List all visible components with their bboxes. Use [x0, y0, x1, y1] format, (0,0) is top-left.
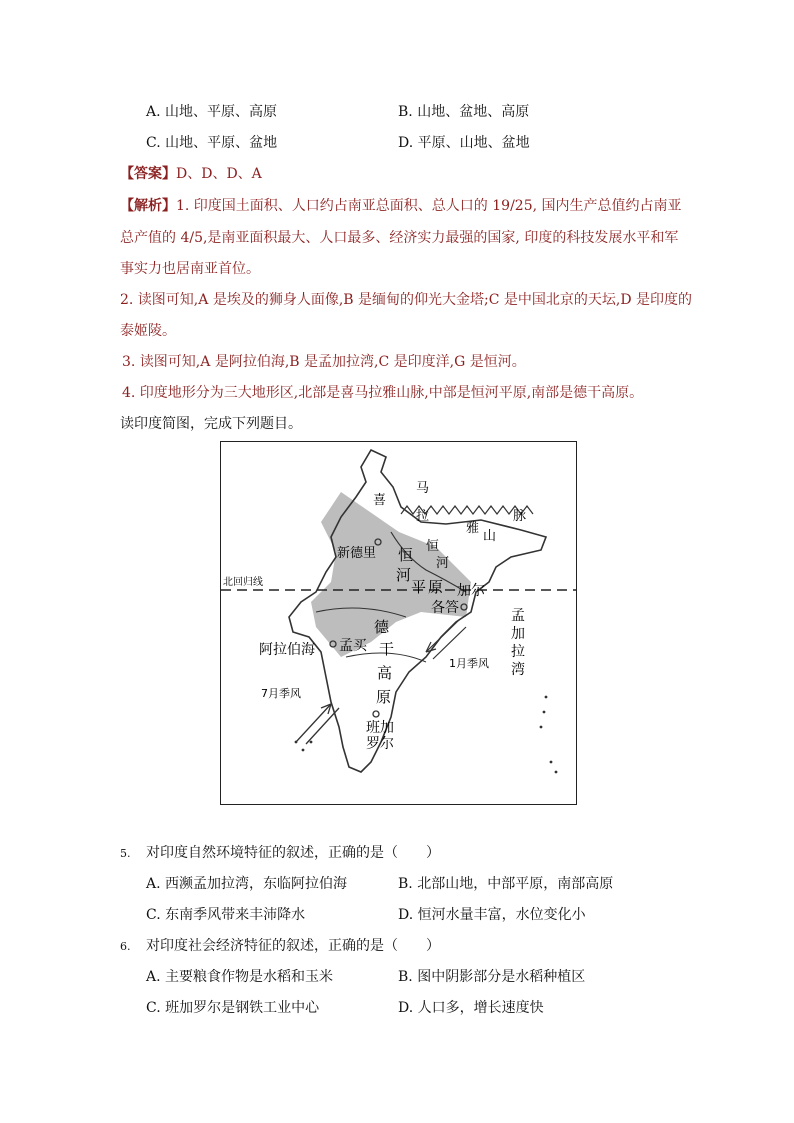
bangalore-label-1: 班加 [366, 720, 394, 736]
bay-label-4: 湾 [511, 662, 525, 678]
q6-option-d: D. 人口多，增长速度快 [398, 1000, 544, 1016]
deccan-label-1: 德 [374, 618, 390, 636]
q6-option-b: B. 图中阴影部分是水稻种植区 [398, 969, 586, 985]
tropic-label: 北回归线 [223, 577, 263, 588]
analysis-p1-line2: 总产值的 4/5,是南亚面积最大、人口最多、经济实力最强的国家, 印度的科技发展水平和军 [120, 230, 679, 246]
q5-option-a: A. 西濒孟加拉湾，东临阿拉伯海 [146, 876, 348, 892]
bangalore-label-2: 罗尔 [366, 736, 394, 752]
bangalore-dot [373, 711, 379, 717]
kolkata-label-1: 加尔 [457, 583, 485, 599]
map-intro: 读印度简图，完成下列题目。 [120, 416, 302, 432]
analysis-line-1 [120, 196, 682, 216]
arabian-sea-label: 阿拉伯海 [259, 642, 315, 658]
q6-option-a: A. 主要粮食作物是水稻和玉米 [146, 969, 334, 985]
himalaya-label-6: 脉 [513, 509, 527, 524]
analysis-p2-line2: 泰姬陵。 [120, 323, 176, 339]
himalaya-label-1: 喜 [373, 493, 387, 508]
january-monsoon-arrows [426, 620, 466, 659]
q5-option-c: C. 东南季风带来丰沛降水 [146, 907, 306, 923]
q6-stem: 对印度社会经济特征的叙述，正确的是（ ） [146, 938, 440, 954]
analysis-p2-line1: 2. 读图可知,A 是埃及的狮身人面像,B 是缅甸的仰光大金塔;C 是中国北京的天坛,D 是印度的 [120, 292, 693, 308]
answer-tag: 【答案】 [120, 166, 176, 182]
mumbai-label: 孟买 [339, 638, 367, 654]
answer-line [120, 164, 262, 184]
deccan-label-4: 原 [376, 688, 392, 706]
answer-value: D、D、D、A [176, 166, 262, 182]
himalaya-label-4: 雅 [466, 521, 480, 536]
kolkata-label-2: 各答 [431, 600, 459, 616]
q5-option-d: D. 恒河水量丰富，水位变化小 [398, 907, 586, 923]
analysis-p3: 3. 读图可知,A 是阿拉伯海,B 是孟加拉湾,C 是印度洋,G 是恒河。 [122, 354, 526, 370]
ganges-plain-label-4: 原 [428, 578, 444, 596]
july-monsoon-arrows [296, 704, 339, 744]
q5-option-b: B. 北部山地，中部平原，南部高原 [398, 876, 614, 892]
himalaya-label-2: 马 [416, 481, 430, 496]
india-map [220, 441, 577, 805]
q4-option-c: C. 山地、平原、盆地 [146, 135, 278, 151]
q5-stem: 对印度自然环境特征的叙述，正确的是（ ） [146, 845, 440, 861]
himalaya-label-5: 山 [483, 529, 497, 544]
analysis-p4: 4. 印度地形分为三大地形区,北部是喜马拉雅山脉,中部是恒河平原,南部是德干高原。 [122, 385, 644, 401]
island-dots [295, 696, 558, 774]
ganges-river-label-2: 河 [436, 556, 450, 571]
q4-option-b: B. 山地、盆地、高原 [398, 104, 530, 120]
analysis-tag: 【解析】 [120, 198, 176, 214]
q6-option-c: C. 班加罗尔是钢铁工业中心 [146, 1000, 320, 1016]
ganges-plain-label-3: 平 [411, 578, 427, 596]
himalaya-label-3: 拉 [416, 509, 430, 524]
q4-option-a: A. 山地、平原、高原 [146, 104, 278, 120]
bay-label-3: 拉 [511, 644, 525, 660]
new-delhi-label: 新德里 [337, 546, 377, 561]
january-monsoon-label: 1月季风 [449, 657, 489, 670]
analysis-p1-line1: 1. 印度国土面积、人口约占南亚总面积、总人口的 19/25, 国内生产总值约占南亚 [176, 198, 682, 214]
india-map-svg [221, 442, 576, 804]
bay-label-2: 加 [511, 626, 525, 642]
ganges-plain-label-2: 河 [396, 566, 412, 584]
analysis-p1-line3: 事实力也居南亚首位。 [120, 261, 260, 277]
bay-label-1: 孟 [511, 608, 525, 624]
q6-number: 6. [120, 940, 131, 953]
deccan-label-3: 高 [377, 664, 393, 682]
q5-number: 5. [120, 847, 131, 860]
q4-option-d: D. 平原、山地、盆地 [398, 135, 530, 151]
ganges-plain-label-1: 恒 [398, 546, 414, 564]
july-monsoon-label: 7月季风 [261, 687, 301, 700]
deccan-label-2: 干 [379, 640, 395, 658]
ganges-river-label-1: 恒 [426, 539, 440, 554]
